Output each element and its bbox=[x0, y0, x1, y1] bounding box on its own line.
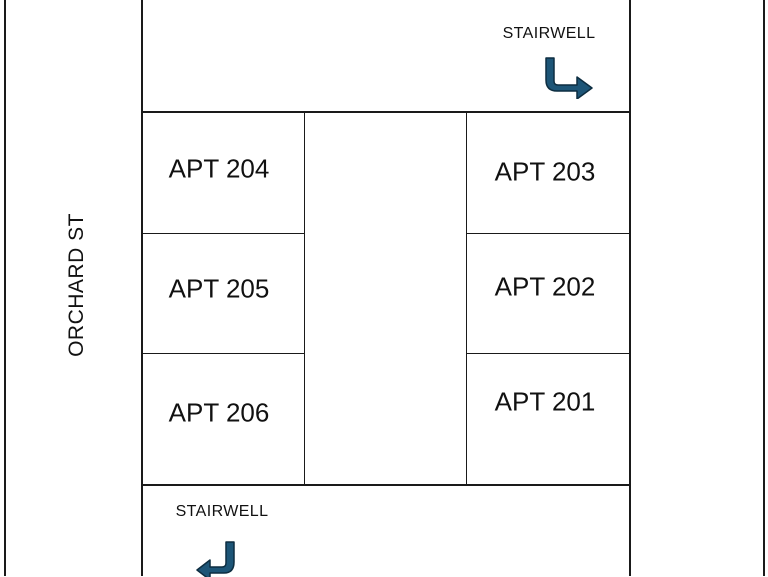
east-divider-203-202 bbox=[466, 233, 630, 234]
corridor-west-wall bbox=[304, 112, 305, 485]
apt-203-label: APT 203 bbox=[494, 156, 596, 187]
west-divider-205-206 bbox=[141, 353, 305, 354]
street-label: ORCHARD ST bbox=[65, 213, 88, 357]
outer-right-boundary bbox=[763, 0, 765, 576]
east-divider-202-201 bbox=[466, 353, 630, 354]
apt-201-label: APT 201 bbox=[494, 386, 596, 417]
apt-205-label: APT 205 bbox=[168, 273, 270, 304]
south-stairwell-wall bbox=[141, 484, 631, 486]
building-left-wall bbox=[141, 0, 143, 576]
west-divider-204-205 bbox=[141, 233, 305, 234]
turn-right-arrow-icon bbox=[543, 57, 595, 99]
apt-206-label: APT 206 bbox=[168, 397, 270, 428]
building-right-wall bbox=[629, 0, 631, 576]
north-stairwell-label: STAIRWELL bbox=[502, 25, 596, 42]
south-stairwell-label: STAIRWELL bbox=[175, 503, 269, 520]
apt-204-label: APT 204 bbox=[168, 153, 270, 184]
outer-left-boundary bbox=[4, 0, 6, 576]
corridor-east-wall bbox=[466, 112, 467, 485]
north-stairwell-wall bbox=[141, 111, 631, 113]
turn-left-arrow-icon bbox=[194, 541, 240, 577]
apt-202-label: APT 202 bbox=[494, 271, 596, 302]
